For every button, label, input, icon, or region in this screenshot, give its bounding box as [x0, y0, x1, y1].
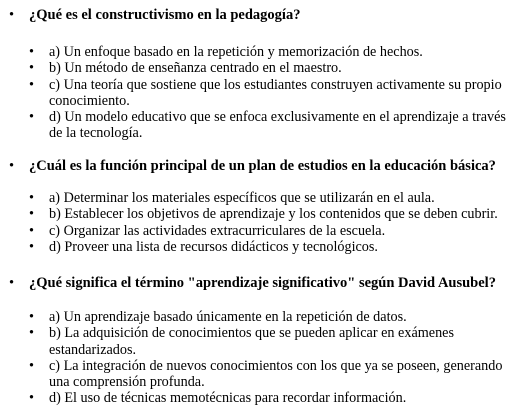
question-3 — [0, 275, 527, 407]
answer-options — [0, 309, 527, 407]
answer-option-text: d) Proveer una lista de recursos didácticos y tecnológicos. — [49, 238, 378, 255]
bullet-icon: • — [9, 275, 15, 291]
answer-option-text: b) Establecer los objetivos de aprendizaje y los contenidos que se deben cubrir. — [49, 206, 498, 223]
answer-option-b — [0, 325, 527, 358]
bullet-icon: • — [29, 206, 34, 223]
answer-option-text: c) Una teoría que sostiene que los estudiantes construyen activamente su propio conocimiento. — [49, 76, 502, 109]
bullet-icon: • — [29, 309, 34, 325]
answer-option-text: a) Un aprendizaje basado únicamente en la repetición de datos. — [49, 309, 407, 325]
bullet-icon: • — [29, 238, 34, 255]
bullet-icon: • — [29, 390, 34, 407]
bullet-icon: • — [29, 222, 34, 239]
answer-option-text: b) Un método de enseñanza centrado en el maestro. — [49, 60, 342, 77]
bullet-icon: • — [29, 325, 34, 342]
bullet-icon: • — [29, 60, 34, 77]
answer-option-c — [0, 77, 527, 110]
bullet-icon: • — [29, 357, 34, 374]
question-2 — [0, 158, 527, 255]
answer-option-text: b) La adquisición de conocimientos que se pueden aplicar en exámenes estandarizados. — [49, 325, 454, 358]
answer-option-a — [0, 309, 527, 325]
answer-option-text: a) Un enfoque basado en la repetición y memorización de hechos. — [49, 44, 423, 60]
bullet-icon: • — [29, 190, 34, 206]
answer-option-text: a) Determinar los materiales específicos que se utilizarán en el aula. — [49, 190, 435, 206]
answer-option-b — [0, 60, 527, 76]
answer-options — [0, 190, 527, 255]
answer-option-text: d) El uso de técnicas memotécnicas para recordar información. — [49, 390, 407, 407]
question-title — [0, 275, 527, 292]
answer-option-d — [0, 390, 527, 406]
question-1 — [0, 7, 527, 142]
bullet-icon: • — [29, 44, 34, 60]
answer-option-d — [0, 109, 527, 142]
answer-option-c — [0, 358, 527, 391]
bullet-icon: • — [9, 158, 15, 174]
bullet-icon: • — [29, 76, 34, 93]
question-title-text: ¿Qué significa el término "aprendizaje significativo" según David Ausubel? — [29, 275, 496, 291]
answer-option-a — [0, 44, 527, 60]
question-title — [0, 7, 527, 24]
question-title-text: ¿Qué es el constructivismo en la pedagogía? — [29, 7, 301, 23]
answer-option-a — [0, 190, 527, 206]
answer-options — [0, 44, 527, 142]
bullet-icon: • — [29, 109, 34, 126]
question-title — [0, 158, 527, 175]
answer-option-d — [0, 239, 527, 255]
answer-option-c — [0, 223, 527, 239]
question-title-text: ¿Cuál es la función principal de un plan de estudios en la educación básica? — [29, 158, 496, 174]
answer-option-text: d) Un modelo educativo que se enfoca exclusivamente en el aprendizaje a través de la tecnología. — [49, 109, 506, 142]
bullet-icon: • — [9, 7, 15, 23]
answer-option-b — [0, 206, 527, 222]
answer-option-text: c) La integración de nuevos conocimientos con los que ya se poseen, generando una comprensión profunda. — [49, 357, 503, 391]
answer-option-text: c) Organizar las actividades extracurriculares de la escuela. — [49, 222, 386, 239]
